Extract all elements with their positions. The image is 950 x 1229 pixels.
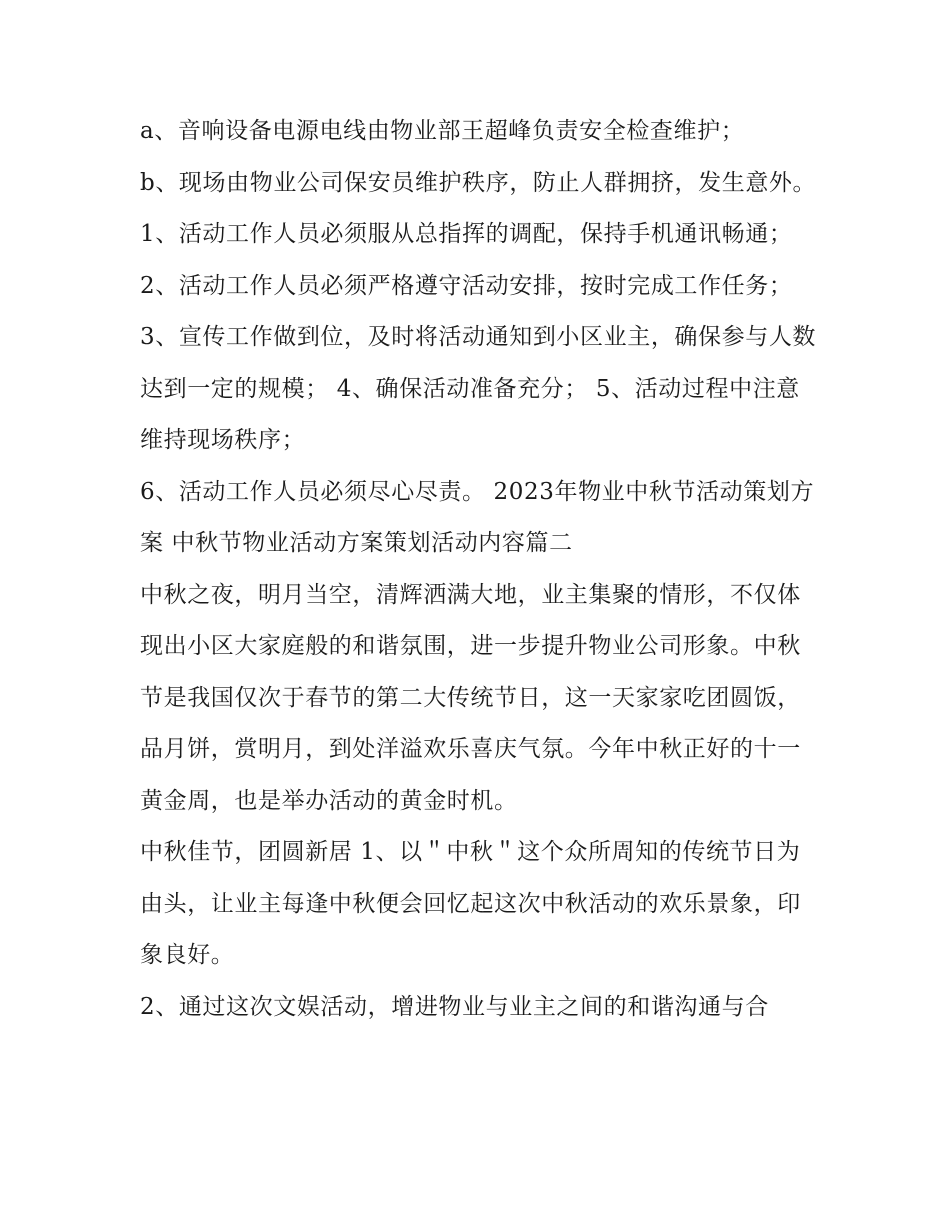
paragraph-staff-rules-3-5: 3、宣传工作做到位，及时将活动通知到小区业主，确保参与人数达到一定的规模； 4、确保活动准备充分； 5、活动过程中注意维持现场秩序； <box>140 324 817 453</box>
document-body <box>140 106 820 1033</box>
paragraph-goal-2: 2、通过这次文娱活动，增进物业与业主之间的和谐沟通与合 <box>140 993 769 1020</box>
paragraph-site-security: b、现场由物业公司保安员维护秩序，防止人群拥挤，发生意外。 <box>140 169 817 196</box>
paragraph-staff-rules-6-heading: 6、活动工作人员必须尽心尽责。 2023年物业中秋节活动策划方案 中秋节物业活动方案策划活动内容篇二 <box>140 478 815 556</box>
paragraph-staff-rules-1-2: 1、活动工作人员必须服从总指挥的调配，保持手机通讯畅通； 2、活动工作人员必须严格遵守活动安排，按时完成工作任务； <box>140 221 793 299</box>
paragraph-audio-equipment: a、音响设备电源电线由物业部王超峰负责安全检查维护； <box>140 118 745 144</box>
paragraph-mid-autumn-intro: 中秋之夜，明月当空，清辉洒满大地，业主集聚的情形，不仅体现出小区大家庭般的和谐氛围，进一步提升物业公司形象。中秋节是我国仅次于春节的第二大传统节日，这一天家家吃团圆饭，品月饼，赏明月，到处洋溢欢乐喜庆气氛。今年中秋正好的十一黄金周，也是举办活动的黄金时机。 <box>140 581 801 814</box>
paragraph-theme-goal-1: 中秋佳节，团圆新居 1、以＂中秋＂这个众所周知的传统节日为由头，让业主每逢中秋便会回忆起这次中秋活动的欢乐景象，印象良好。 <box>140 839 801 968</box>
